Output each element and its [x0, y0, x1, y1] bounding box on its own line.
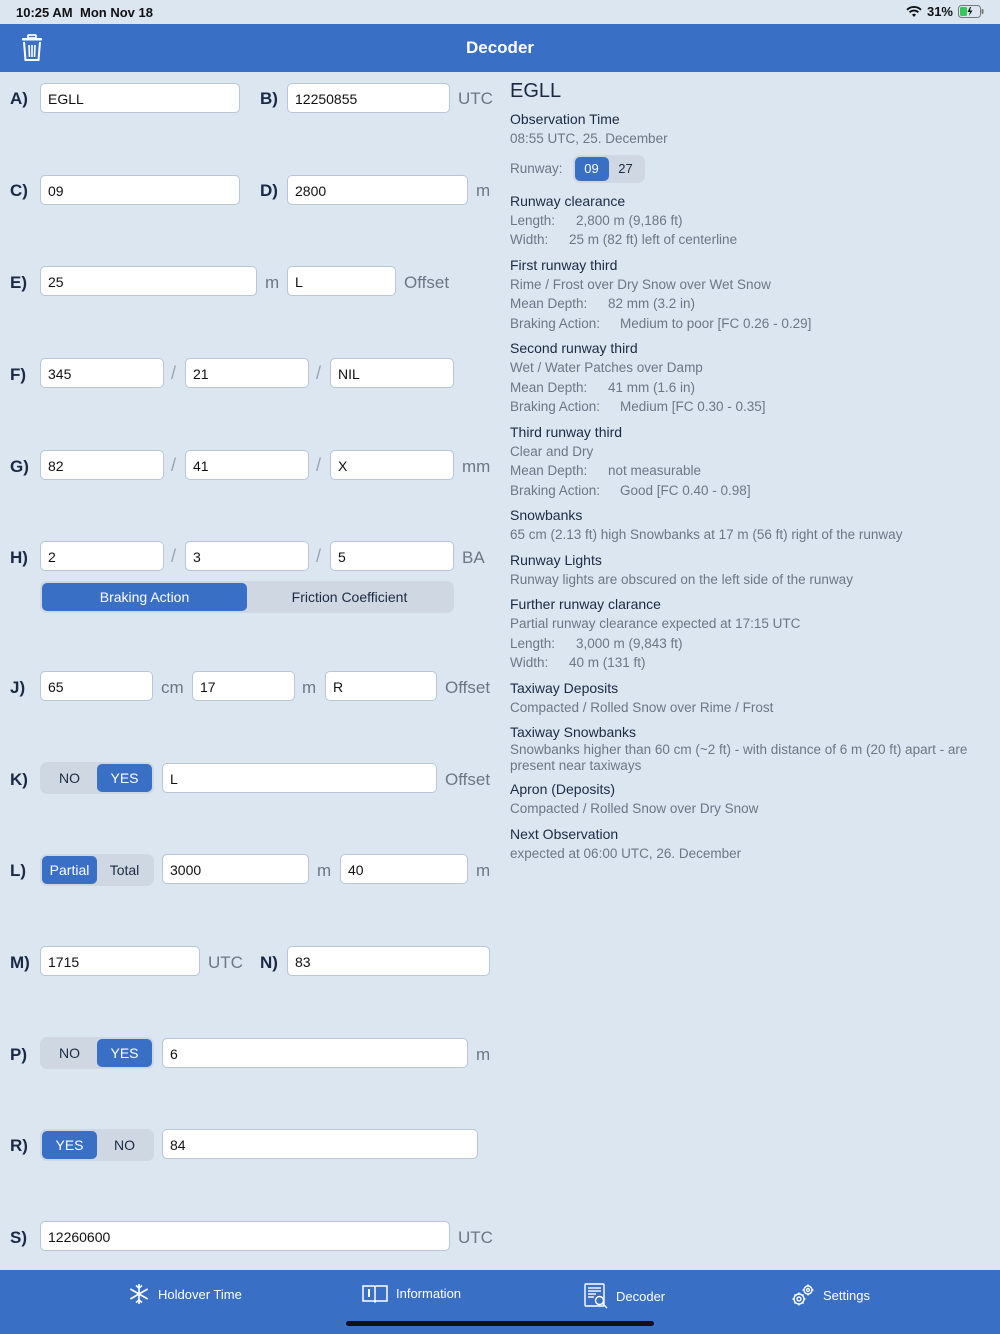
runway-option-09[interactable]: 09: [575, 157, 609, 181]
detail-key: Mean Depth:: [510, 379, 588, 395]
first-third-section: [510, 255, 990, 334]
taxiway-deposits-section: [510, 678, 990, 718]
field-e-input[interactable]: 25: [40, 266, 257, 296]
battery-icon: [958, 5, 984, 18]
airport-code: EGLL: [510, 80, 562, 102]
detail-key: Braking Action:: [510, 482, 601, 498]
detail-key: Braking Action:: [510, 399, 601, 414]
tab-settings[interactable]: [791, 1283, 870, 1307]
section-title: Second runway third: [510, 340, 638, 356]
detail-line: [510, 230, 990, 250]
field-l2-input[interactable]: 40: [340, 854, 468, 884]
field-e-unit: m: [265, 273, 280, 292]
section-title: Apron (Deposits): [510, 781, 616, 797]
label-p: P): [10, 1045, 27, 1064]
separator: /: [171, 455, 177, 475]
detail-value: 25 m (82 ft) left of centerline: [569, 232, 738, 247]
segment-no[interactable]: NO: [59, 770, 80, 786]
label-e: E): [10, 273, 27, 292]
field-h2-input[interactable]: 3: [185, 541, 309, 571]
field-c-input[interactable]: 09: [40, 175, 240, 205]
detail-key: Length:: [510, 212, 556, 228]
segment-no[interactable]: NO: [114, 1137, 135, 1153]
detail-value: not measurable: [608, 463, 702, 478]
snowbanks-section: [510, 505, 990, 545]
detail-line: [510, 634, 990, 654]
braking-mode-segmented: [40, 581, 454, 613]
second-third-section: [510, 338, 990, 417]
section-title: Runway clearance: [510, 192, 626, 209]
further-clearance-section: [510, 594, 990, 673]
section-title: Further runway clarance: [510, 596, 661, 612]
label-r: R): [10, 1136, 28, 1155]
runway-lights-section: [510, 550, 990, 590]
detail-desc: Clear and Dry: [510, 443, 594, 459]
field-g1-input[interactable]: 82: [40, 450, 164, 480]
detail-value: 3,000 m (9,843 ft): [576, 635, 683, 651]
field-r-input[interactable]: 84: [162, 1129, 478, 1159]
page-title: Decoder: [465, 38, 535, 57]
document-search-icon: [584, 1283, 608, 1309]
separator: /: [171, 546, 177, 566]
segment-partial[interactable]: Partial: [42, 856, 97, 884]
label-c: C): [10, 181, 28, 200]
field-m-unit: UTC: [208, 953, 243, 972]
status-right: [906, 4, 984, 19]
section-title: Next Observation: [510, 825, 619, 842]
field-n-input[interactable]: 83: [287, 946, 490, 976]
separator: /: [171, 363, 177, 383]
field-e-offset-unit: Offset: [404, 273, 450, 292]
section-title: Observation Time: [510, 111, 620, 127]
detail-line: [510, 314, 990, 334]
field-b-input[interactable]: 12250855: [287, 83, 450, 113]
detail-line: [510, 653, 990, 673]
field-d-input[interactable]: 2800: [287, 175, 468, 205]
field-g2-input[interactable]: 41: [185, 450, 309, 480]
runway-selector-row: [510, 155, 990, 183]
observation-value: 08:55 UTC, 25. December: [510, 131, 668, 146]
field-m-input[interactable]: 1715: [40, 946, 200, 976]
detail-key: Mean Depth:: [510, 296, 588, 311]
label-d: D): [260, 181, 278, 200]
section-title: Snowbanks: [510, 507, 583, 523]
detail-desc: Runway lights are obscured on the left side of the runway: [510, 571, 853, 587]
field-d-unit: m: [476, 181, 491, 200]
field-f2-input[interactable]: 21: [185, 358, 309, 388]
detail-key: Braking Action:: [510, 315, 601, 331]
label-h: H): [10, 548, 28, 567]
field-a-input[interactable]: EGLL: [40, 83, 240, 113]
field-k-input[interactable]: L: [162, 763, 437, 793]
section-title: Taxiway Snowbanks: [510, 724, 637, 740]
detail-line: [510, 294, 990, 314]
runway-option-27[interactable]: 27: [618, 160, 633, 176]
segment-braking-action[interactable]: Braking Action: [42, 583, 247, 611]
detail-desc: Wet / Water Patches over Damp: [510, 360, 703, 375]
snowflake-icon: [128, 1283, 150, 1305]
detail-value: 2,800 m (9,186 ft): [576, 212, 683, 228]
label-g: G): [10, 457, 29, 476]
detail-key: Width:: [510, 655, 549, 670]
book-icon: [362, 1283, 388, 1303]
field-k-unit: Offset: [445, 770, 491, 789]
field-l2-unit: m: [476, 861, 491, 880]
detail-desc: expected at 06:00 UTC, 26. December: [510, 845, 742, 861]
detail-value: 82 mm (3.2 in): [608, 296, 696, 311]
label-j: J): [10, 678, 26, 697]
field-j2-unit: m: [302, 678, 317, 697]
section-title: Runway Lights: [510, 551, 602, 568]
detail-value: Medium to poor [FC 0.26 - 0.29]: [620, 315, 812, 331]
detail-desc: 65 cm (2.13 ft) high Snowbanks at 17 m (56 ft) right of the runway: [510, 527, 903, 542]
battery-percent: 31%: [926, 4, 953, 19]
detail-key: Width:: [510, 232, 549, 247]
segment-yes[interactable]: YES: [97, 1039, 152, 1067]
field-g3-input[interactable]: X: [330, 450, 454, 480]
detail-key: Mean Depth:: [510, 463, 588, 478]
segment-yes[interactable]: YES: [42, 1131, 97, 1159]
field-h3-input[interactable]: 5: [330, 541, 454, 571]
observation-section: [510, 109, 990, 149]
label-f: F): [10, 365, 27, 384]
status-time: 10:25 AM: [16, 5, 73, 20]
detail-line: [510, 481, 990, 501]
field-j1-unit: cm: [161, 678, 184, 697]
field-p-toggle: [40, 1037, 154, 1069]
runway-label: Runway:: [510, 160, 563, 176]
home-indicator: [346, 1321, 654, 1326]
field-k-toggle: [40, 762, 154, 794]
field-j3-input[interactable]: R: [325, 671, 437, 701]
decoded-panel: [510, 80, 990, 868]
tab-information[interactable]: [362, 1283, 461, 1303]
wifi-icon: [906, 6, 922, 18]
label-m: M): [10, 953, 30, 972]
field-l1-input[interactable]: 3000: [162, 854, 309, 884]
runway-segmented: [573, 155, 645, 183]
field-p-input[interactable]: 6: [162, 1038, 468, 1068]
label-a: A): [10, 89, 28, 108]
status-date: Mon Nov 18: [80, 5, 153, 20]
field-h1-input[interactable]: 2: [40, 541, 164, 571]
next-observation-section: [510, 824, 990, 864]
label-b: B): [260, 89, 278, 108]
tab-label: Information: [396, 1285, 462, 1301]
field-e-side-input[interactable]: L: [287, 266, 396, 296]
field-j3-unit: Offset: [445, 678, 491, 697]
detail-line: [510, 378, 990, 398]
detail-value: 41 mm (1.6 in): [608, 379, 696, 395]
field-j2-input[interactable]: 17: [192, 671, 295, 701]
runway-clearance-section: [510, 191, 990, 250]
gears-icon: [791, 1283, 815, 1307]
detail-desc: Compacted / Rolled Snow over Rime / Frost: [510, 699, 774, 715]
field-j1-input[interactable]: 65: [40, 671, 153, 701]
detail-value: Medium [FC 0.30 - 0.35]: [620, 399, 766, 414]
detail-desc: Compacted / Rolled Snow over Dry Snow: [510, 801, 759, 816]
separator: /: [316, 455, 322, 475]
segment-yes[interactable]: YES: [97, 764, 152, 792]
label-n: N): [260, 953, 278, 972]
field-l-toggle: [40, 854, 154, 886]
field-s-unit: UTC: [458, 1228, 493, 1247]
detail-key: Length:: [510, 635, 556, 651]
tab-label: Settings: [823, 1287, 870, 1303]
field-l1-unit: m: [317, 861, 332, 880]
detail-desc: Partial runway clearance expected at 17:15 UTC: [510, 616, 801, 631]
field-f1-input[interactable]: 345: [40, 358, 164, 388]
field-b-unit: UTC: [458, 89, 493, 108]
status-bar: [0, 0, 1000, 24]
label-s: S): [10, 1228, 27, 1247]
field-f3-input[interactable]: NIL: [330, 358, 454, 388]
field-s-input[interactable]: 12260600: [40, 1221, 450, 1251]
detail-desc: Rime / Frost over Dry Snow over Wet Snow: [510, 276, 771, 292]
tab-label: Holdover Time: [158, 1286, 242, 1302]
section-title: Taxiway Deposits: [510, 679, 619, 696]
label-k: K): [10, 770, 28, 789]
detail-value: Good [FC 0.40 - 0.98]: [620, 482, 751, 498]
detail-desc: Snowbanks higher than 60 cm (~2 ft) - with distance of 6 m (20 ft) apart - are present near taxiways: [510, 742, 968, 773]
label-l: L): [10, 861, 27, 880]
segment-friction-coefficient[interactable]: Friction Coefficient: [291, 589, 408, 605]
segment-no[interactable]: NO: [59, 1045, 80, 1061]
separator: /: [316, 363, 322, 383]
field-g-unit: mm: [462, 457, 491, 476]
third-third-section: [510, 422, 990, 501]
segment-total[interactable]: Total: [109, 862, 140, 878]
detail-line: [510, 461, 990, 481]
field-r-toggle: [40, 1129, 154, 1161]
separator: /: [316, 546, 322, 566]
section-title: Third runway third: [510, 423, 623, 440]
field-p-unit: m: [476, 1045, 491, 1064]
field-h-unit: BA: [462, 548, 485, 567]
tab-holdover-time[interactable]: [128, 1283, 242, 1305]
tab-decoder[interactable]: [584, 1283, 665, 1309]
apron-section: [510, 779, 990, 819]
tab-label: Decoder: [616, 1288, 666, 1304]
detail-value: 40 m (131 ft): [569, 655, 646, 670]
nav-bar: [0, 24, 1000, 72]
detail-line: [510, 397, 990, 417]
taxiway-snowbanks-section: [510, 722, 990, 774]
section-title: First runway third: [510, 256, 618, 273]
detail-line: [510, 211, 990, 231]
